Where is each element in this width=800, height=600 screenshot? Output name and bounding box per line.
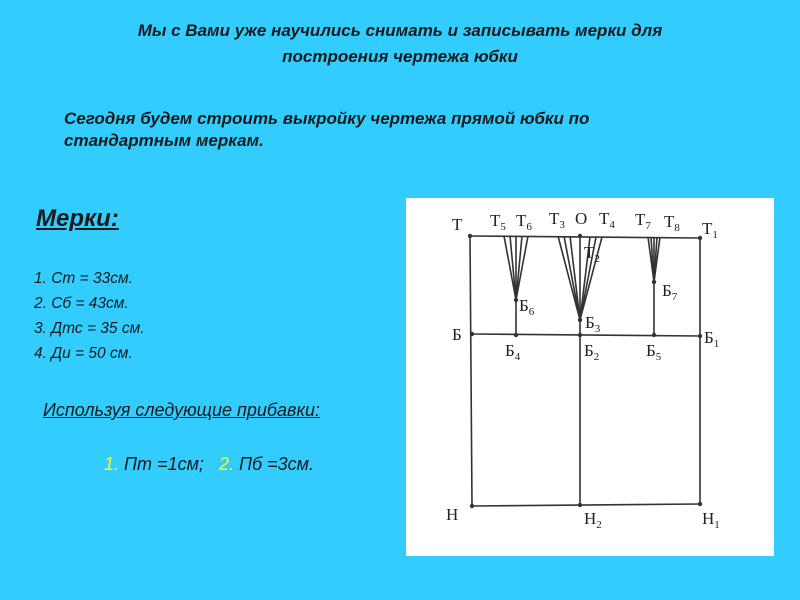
point-b6 [514, 298, 518, 302]
hem-line [472, 504, 700, 506]
measurement-item: 3. Дтс = 35 см. [34, 320, 145, 337]
allowances-list [104, 454, 314, 475]
label-h1: $Н_1$ [702, 509, 720, 531]
measurement-item: 4. Ди = 50 см. [34, 345, 133, 362]
measurement-item: 2. Сб = 43см. [34, 295, 129, 312]
measurement-item: 1. Ст = 33см. [34, 270, 133, 287]
label-b5: $Б_5$ [646, 341, 662, 363]
label-t8: $Т_8$ [664, 212, 680, 234]
allowances-heading: Используя следующие прибавки: [43, 400, 320, 420]
hip-line [472, 334, 700, 336]
skirt-draft-diagram [406, 198, 774, 556]
back-dart-line [510, 236, 516, 300]
label-b3: $Б_3$ [585, 313, 601, 335]
title-line-2: построения чертежа юбки [282, 47, 518, 66]
allowance-text: Пт =1см; [119, 454, 204, 474]
subtitle-line-2: стандартным меркам. [64, 131, 264, 150]
side-dart-line [558, 236, 580, 320]
label-t6: $Т_6$ [516, 211, 532, 233]
measurements-heading: Мерки: [36, 205, 119, 232]
label-t: Т [452, 215, 463, 234]
point-b1 [698, 334, 702, 338]
label-t2: $Т_2$ [584, 243, 600, 265]
label-b2: $Б_2$ [584, 341, 600, 363]
point-b3 [578, 318, 582, 322]
point-h [470, 504, 474, 508]
measurements-list [34, 266, 145, 366]
label-b4: $Б_4$ [505, 341, 521, 363]
label-b7: $Б_7$ [662, 281, 678, 303]
label-b6: $Б_6$ [519, 296, 535, 318]
point-b [470, 332, 474, 336]
point-h2 [578, 503, 582, 507]
allowance-number: 1. [104, 454, 120, 474]
label-t4: $Т_4$ [599, 209, 615, 231]
point-t2 [578, 234, 582, 238]
left-edge-line [470, 236, 472, 506]
skirt-draft-svg [406, 198, 774, 556]
label-t1: $Т_1$ [702, 219, 718, 241]
label-t7: $Т_7$ [635, 210, 651, 232]
back-dart-line [516, 236, 522, 300]
label-o: О [575, 209, 588, 228]
point-b5 [652, 333, 656, 337]
slide-title [20, 18, 780, 70]
allowance-text: Пб =3см. [233, 454, 314, 474]
point-h1 [698, 502, 702, 506]
back-dart-line [504, 236, 516, 300]
slide-subtitle [64, 108, 744, 152]
allowance-number: 2. [218, 454, 234, 474]
label-t3: $Т_3$ [549, 209, 565, 231]
label-b1: $Б_1$ [704, 328, 720, 350]
label-t5: $Т_5$ [490, 211, 506, 233]
label-h2: $Н_2$ [584, 509, 602, 531]
title-line-1: Мы с Вами уже научились снимать и записывать мерки для [137, 21, 663, 40]
point-b7 [652, 280, 656, 284]
point-t [468, 234, 472, 238]
point-b4 [514, 333, 518, 337]
point-b2 [578, 333, 582, 337]
label-b: Б [452, 325, 462, 344]
back-dart-line [516, 236, 528, 300]
label-h: Н [446, 505, 459, 524]
subtitle-line-1: Сегодня будем строить выкройку чертежа прямой юбки по [64, 109, 590, 128]
